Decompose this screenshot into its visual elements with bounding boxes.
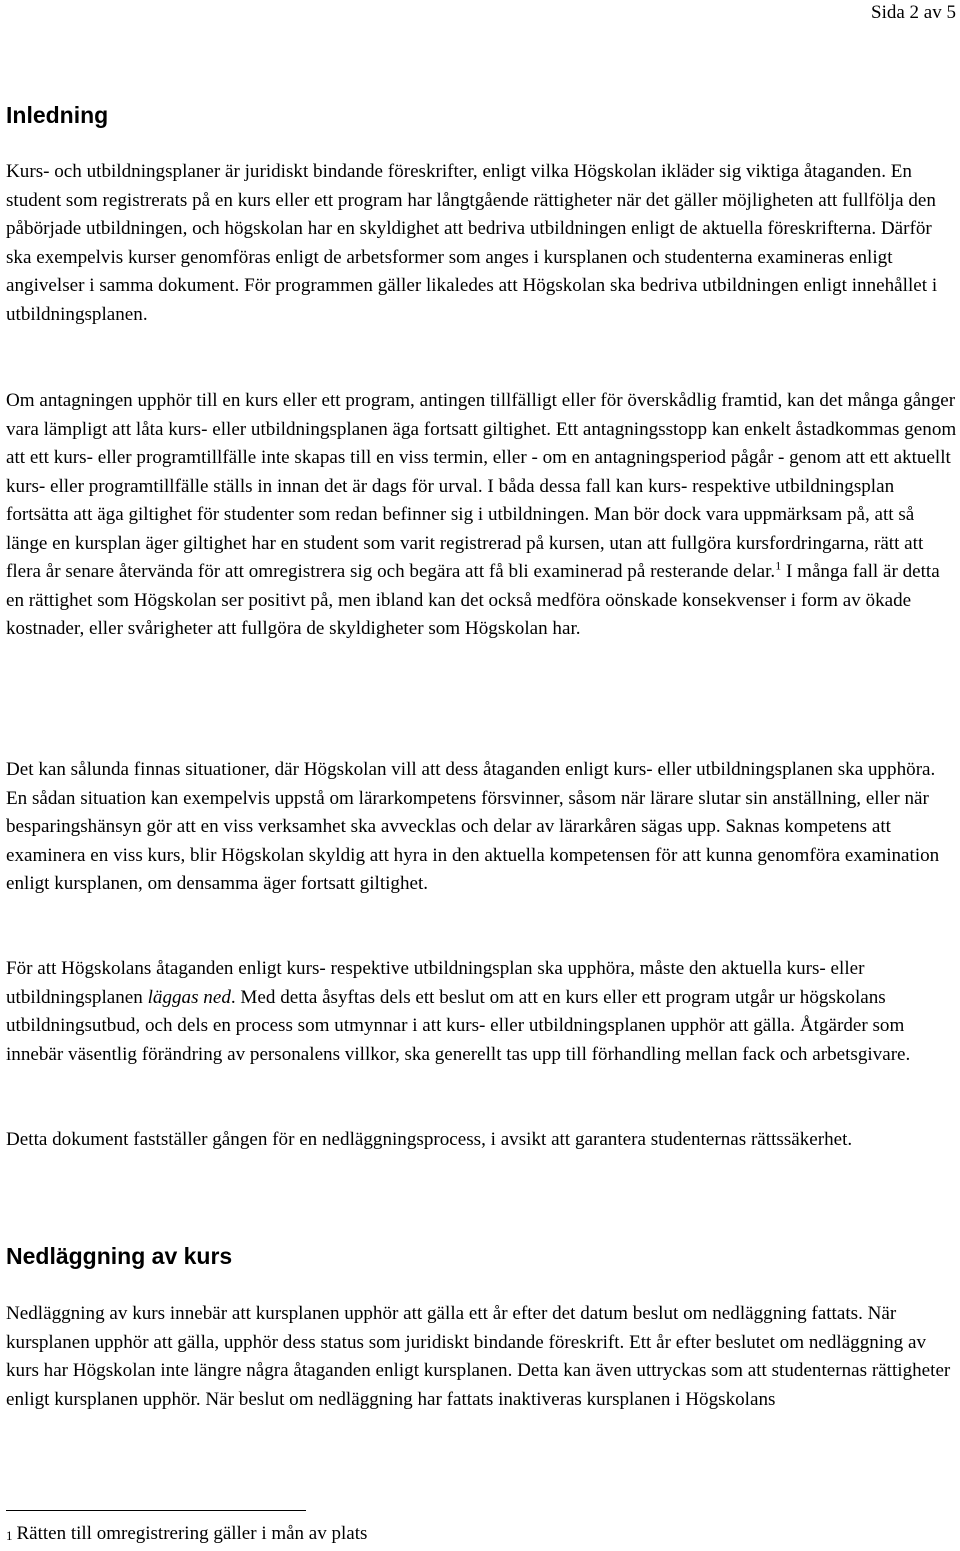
emphasis-laggas-ned: läggas ned [147,986,231,1008]
footnote-divider [6,1510,306,1511]
paragraph-intro-4 [6,955,958,1069]
paragraph-intro-2-text-a: Om antagningen upphör till en kurs eller ett program, antingen tillfälligt eller för överskådlig framtid, kan det många gånger vara lämpligt att låta kurs- eller utbildningsplanen äga fortsatt giltighet. Ett antagningsstopp kan enkelt åstadkommas genom att ett kurs- eller programtillfälle inte skapas till en viss termin, eller - om en antagningsperiod pågår - genom att ett aktuellt kurs- eller programtillfälle ställs in innan det är dags för urval. I båda dessa fall kan kurs- respektive utbildningsplan fortsätta att äga giltighet för studenter som redan befinner sig i utbildningen. Man bör dock vara uppmärksam på, att så länge en kursplan äger giltighet har en student som varit registrerad på kursen, utan att fullgöra kursfordringarna, rätt att flera år senare återvända för att omregistrera sig och begära att få bli examinerad på resterande delar. [6,390,957,582]
paragraph-intro-5: Detta dokument fastställer gången för en nedläggningsprocess, i avsikt att garantera studenternas rättssäkerhet. [6,1129,853,1150]
section-heading-nedlaggning: Nedläggning av kurs [6,1243,233,1269]
paragraph-intro-2-text-b: I många fall är detta en rättighet som Högskolan ser positivt på, men ibland kan det också medföra oönskade konsekvenser i form av ökade kostnader, eller svårigheter att fullgöra de skyldigheter som Högskolan har. [6,561,940,639]
paragraph-intro-1: Kurs- och utbildningsplaner är juridiskt bindande föreskrifter, enligt vilka Högskolan ikläder sig viktiga åtaganden. En student som registrerats på en kurs eller ett program har långtgående rättigheter när det gäller möjligheten att fullfölja den påbörjade utbildningen, och högskolan har en skyldighet att bedriva utbildningen enligt de aktuella föreskrifterna. Därför ska exempelvis kurser genomföras enligt de arbetsformer som anges i kursplanen och studenterna examineras enligt angivelser i samma dokument. För programmen gäller likaledes att Högskolan ska bedriva utbildningen enligt innehållet i utbildningsplanen. [6,161,938,325]
footnote-number: 1 [6,1528,13,1543]
footnote-reference: 1 [775,558,782,573]
page-number: Sida 2 av 5 [871,2,956,23]
paragraph-intro-2 [6,387,958,644]
footnote-text: Rätten till omregistrering gäller i mån av plats [16,1523,368,1544]
paragraph-intro-3: Det kan sålunda finnas situationer, där Högskolan vill att dess åtaganden enligt kurs- eller utbildningsplanen ska upphöra. En sådan situation kan exempelvis uppstå om lärarkompetens försvinner, såsom när lärare slutar sin anställning, eller när besparingshänsyn gör att en viss verksamhet ska avvecklas och delar av lärarkåren sägas upp. Saknas kompetens att examinera en viss kurs, blir Högskolan skyldig att hyra in den aktuella kompetensen för att kunna genomföra examination enligt kursplanen, om densamma äger fortsatt giltighet. [6,759,940,894]
paragraph-intro-4-text-b: . Med detta åsyftas dels ett beslut om att en kurs eller ett program utgår ur högskolans utbildningsutbud, och dels en process som utmynnar i att kurs- eller utbildningsplanen upphör att gälla. Åtgärder som innebär väsentlig förändring av personalens villkor, ska generellt tas upp till förhandling mellan fack och arbetsgivare. [6,986,911,1065]
paragraph-intro-4-text-a: För att Högskolans åtaganden enligt kurs- respektive utbildningsplan ska upphöra, måste den aktuella kurs- eller utbildningsplanen [6,958,865,1008]
paragraph-nedlaggning-1: Nedläggning av kurs innebär att kursplanen upphör att gälla ett år efter det datum beslut om nedläggning fattats. När kursplanen upphör att gälla, upphör dess status som juridiskt bindande föreskrift. Ett år efter beslutet om nedläggning av kurs har Högskolan inte längre några åtaganden enligt kursplanen. Detta kan även uttryckas som att studenternas rättigheter enligt kursplanen upphör. När beslut om nedläggning har fattats inaktiveras kursplanen i Högskolans [6,1303,951,1410]
footnote [6,1522,367,1546]
section-heading-inledning: Inledning [6,102,109,128]
